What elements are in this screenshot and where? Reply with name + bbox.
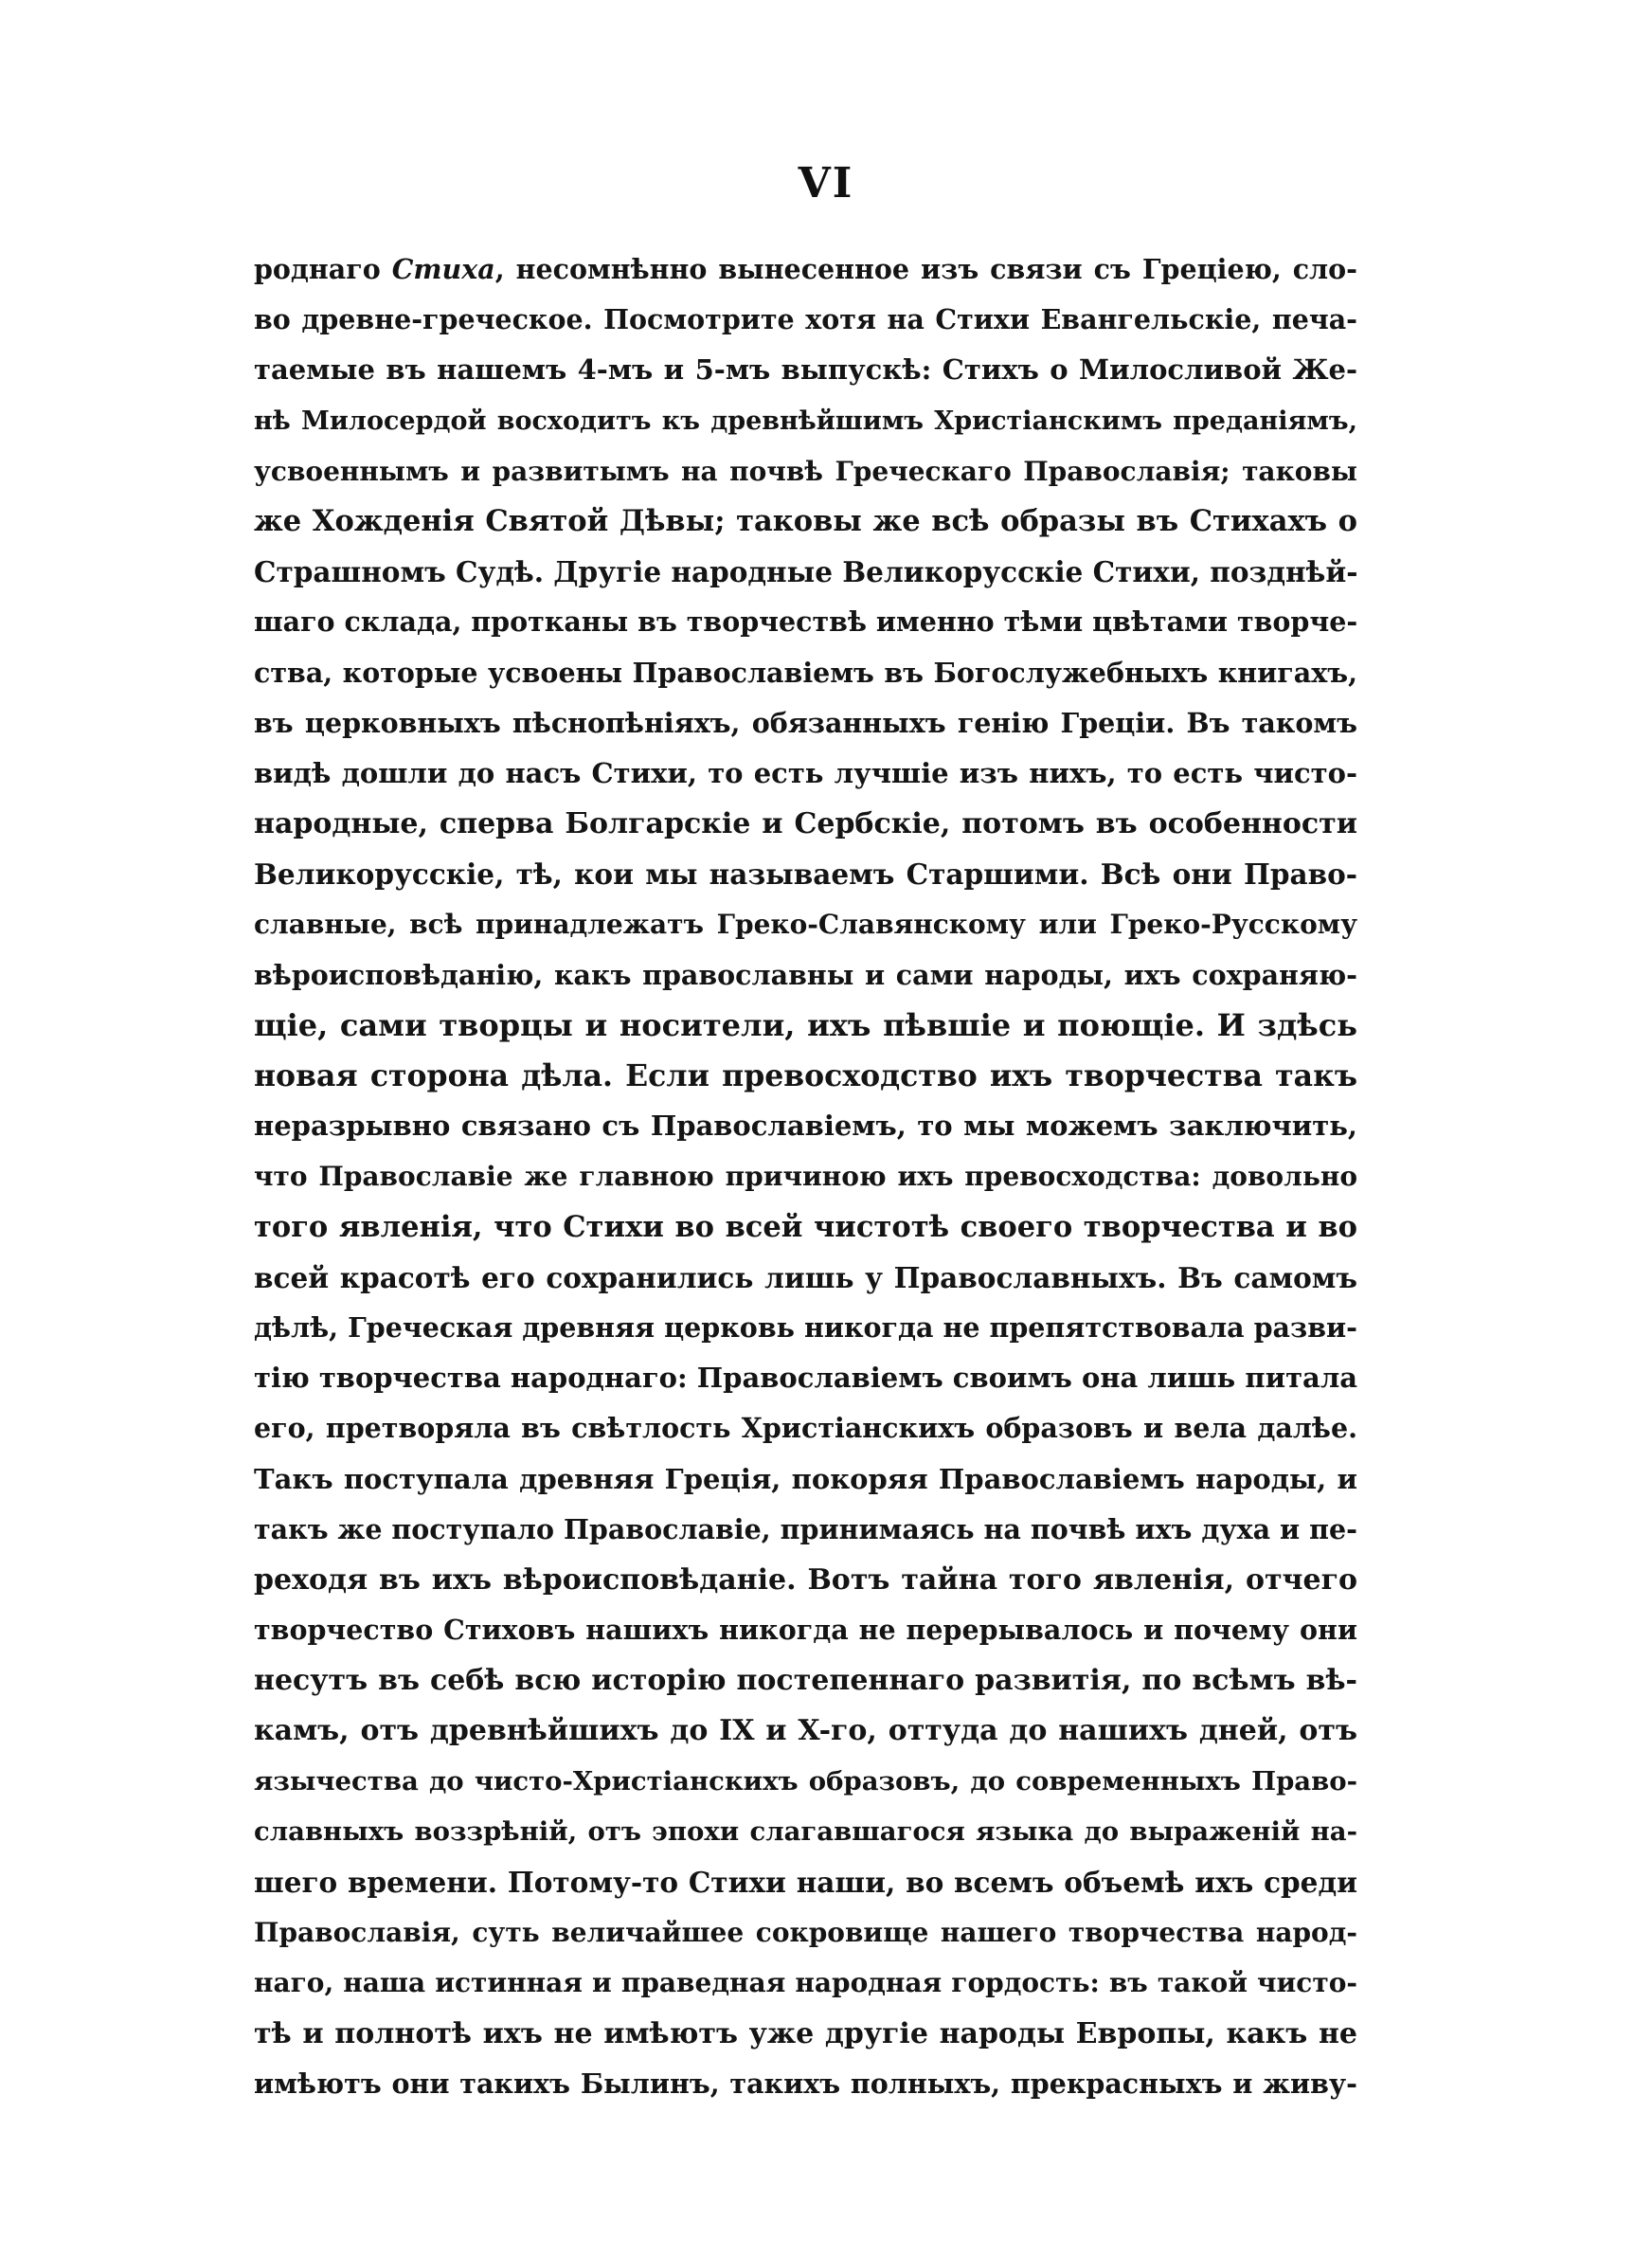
text-line: такъ же поступало Православіе, принимаясь на почвѣ ихъ духа и пе- [254,1512,1357,1545]
text-line: шаго склада, протканы въ творчествѣ именно тѣми цвѣтами творче- [254,605,1357,639]
text-line: его, претворяла въ свѣтлость Христіанскихъ образовъ и вела далѣе. [254,1412,1357,1445]
text-line: камъ, отъ древнѣйшихъ до IX и X-го, оттуда до нашихъ дней, отъ [254,1714,1357,1748]
text-line: въ церковныхъ пѣснопѣніяхъ, обязанныхъ генію Греціи. Въ такомъ [254,706,1357,739]
text-line: роднаго Стиха, несомнѣнно вынесенное изъ связи съ Греціею, сло- [254,253,1357,285]
text-line: реходя въ ихъ вѣроисповѣданіе. Вотъ тайна того явленія, отчего [254,1562,1357,1597]
text-line: неразрывно связано съ Православіемъ, то мы можемъ заключить, [254,1110,1357,1143]
page-number: VI [798,159,854,208]
body-text [254,244,1357,2109]
text-line: ства, которые усвоены Православіемъ въ Богослужебныхъ книгахъ, [254,656,1357,689]
text-line: усвоеннымъ и развитымъ на почвѣ Греческаго Православія; таковы [254,455,1357,487]
text-line: тію творчества народнаго: Православіемъ своимъ она лишь питала [254,1362,1357,1395]
text-line: имѣютъ они такихъ Былинъ, такихъ полныхъ, прекрасныхъ и живу- [254,2067,1357,2100]
text-line: несутъ въ себѣ всю исторію постепеннаго развитія, по всѣмъ вѣ- [254,1664,1357,1698]
text-line: таемые въ нашемъ 4-мъ и 5-мъ выпускѣ: Стихъ о Милосливой Же- [254,353,1357,387]
text-line: Православія, суть величайшее сокровище нашего творчества народ- [254,1917,1357,1949]
text-line: вѣроисповѣданію, какъ православны и сами народы, ихъ сохраняю- [254,958,1357,991]
text-line: народные, сперва Болгарскіе и Сербскіе, потомъ въ особенности [254,807,1357,841]
text-line: дѣлѣ, Греческая древняя церковь никогда не препятствовала разви- [254,1310,1357,1344]
text-line: Страшномъ Судѣ. Другіе народные Великорусскіе Стихи, позднѣй- [254,555,1357,589]
text-line: славныхъ воззрѣній, отъ эпохи слагавшагося языка до выраженій на- [254,1815,1357,1847]
text-line: во древне-греческое. Посмотрите хотя на Стихи Евангельскіе, печа- [254,303,1357,336]
text-line: новая сторона дѣла. Если превосходство ихъ творчества такъ [254,1058,1357,1093]
text-line: же Хожденія Святой Дѣвы; таковы же всѣ образы въ Стихахъ о [254,503,1357,538]
text-line: славные, всѣ принадлежатъ Греко-Славянскому или Греко-Русскому [254,909,1357,941]
text-line: что Православіе же главною причиною ихъ превосходства: довольно [254,1161,1357,1193]
text-line: язычества до чисто-Христіанскихъ образовъ, до современныхъ Право- [254,1765,1357,1797]
text-line: нѣ Милосердой восходитъ къ древнѣйшимъ Христіанскимъ преданіямъ, [254,406,1357,436]
text-line: всей красотѣ его сохранились лишь у Православныхъ. Въ самомъ [254,1260,1357,1294]
text-line: того явленія, что Стихи во всей чистотѣ своего творчества и во [254,1209,1357,1244]
text-line: творчество Стиховъ нашихъ никогда не перерывалось и почему они [254,1614,1357,1647]
text-line: тѣ и полнотѣ ихъ не имѣютъ уже другіе народы Европы, какъ не [254,2016,1357,2050]
text-line: Великорусскіе, тѣ, кои мы называемъ Старшими. Всѣ они Право- [254,858,1357,892]
text-line: видѣ дошли до насъ Стихи, то есть лучшіе изъ нихъ, то есть чисто- [254,756,1357,789]
text-line: шего времени. Потому-то Стихи наши, во всемъ объемѣ ихъ среди [254,1866,1357,1899]
text-line: щіе, сами творцы и носители, ихъ пѣвшіе и поющіе. И здѣсь [254,1006,1357,1043]
text-line: Такъ поступала древняя Греція, покоряя Православіемъ народы, и [254,1462,1357,1495]
text-line: наго, наша истинная и праведная народная гордость: въ такой чисто- [254,1967,1357,1999]
italic-word: Стиха [391,253,495,285]
